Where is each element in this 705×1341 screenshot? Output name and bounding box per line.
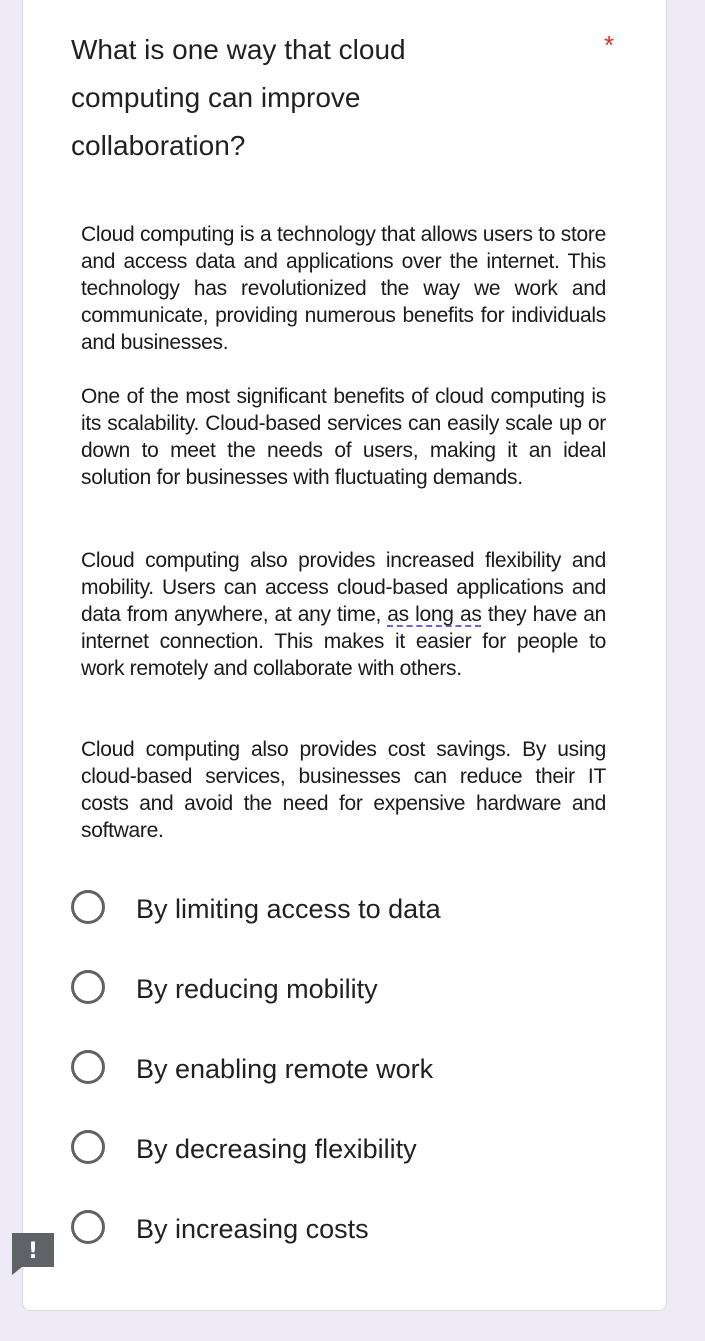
description-paragraph-1: Cloud computing is a technology that allows users to store and access data and applications over the internet. This technology has revolutionized the way we work and communicate, providing numerous benefits for individuals and businesses. — [81, 223, 606, 354]
option-label[interactable]: By limiting access to data — [136, 894, 441, 924]
description-paragraph-3 — [81, 547, 606, 682]
option-label[interactable]: By decreasing flexibility — [136, 1134, 417, 1164]
description-paragraph-2: One of the most significant benefits of cloud computing is its scalability. Cloud-based services can easily scale up or down to meet the needs of users, making it an ideal solution for businesses with fluctuating demands. — [81, 385, 606, 489]
answer-options — [71, 870, 631, 1270]
description-paragraph-3-start: Cloud computing also provides increased flexibility and mobility. Users can access cloud-based applications and data from anywhere, at any time, — [81, 549, 606, 626]
exclamation-glyph: ! — [27, 1239, 39, 1264]
radio-button[interactable] — [71, 1130, 105, 1164]
radio-button[interactable] — [71, 1050, 105, 1084]
radio-button[interactable] — [71, 970, 105, 1004]
option-label[interactable]: By reducing mobility — [136, 974, 378, 1004]
option-enabling-remote-work[interactable] — [71, 1030, 631, 1110]
option-label[interactable]: By enabling remote work — [136, 1054, 434, 1084]
option-label[interactable]: By increasing costs — [136, 1214, 369, 1244]
option-increasing-costs[interactable] — [71, 1190, 631, 1270]
description-paragraph-4: Cloud computing also provides cost savings. By using cloud-based services, businesses can reduce their IT costs and avoid the need for expensive hardware and software. — [81, 738, 606, 842]
report-badge[interactable] — [12, 1233, 54, 1275]
description-image — [81, 215, 606, 845]
option-limiting-access[interactable] — [71, 870, 631, 950]
description-paragraph-3-end: they have an internet connection. This makes it easier for people to work remotely and collaborate with others. — [81, 603, 607, 680]
exclamation-icon — [12, 1233, 54, 1275]
option-reducing-mobility[interactable] — [71, 950, 631, 1030]
option-decreasing-flexibility[interactable] — [71, 1110, 631, 1190]
radio-button[interactable] — [71, 890, 105, 924]
radio-button[interactable] — [71, 1210, 105, 1244]
grammar-underline: as long as — [387, 603, 482, 626]
required-asterisk: * — [604, 30, 615, 60]
question-title: What is one way that cloud computing can improve collaboration? — [71, 34, 406, 161]
